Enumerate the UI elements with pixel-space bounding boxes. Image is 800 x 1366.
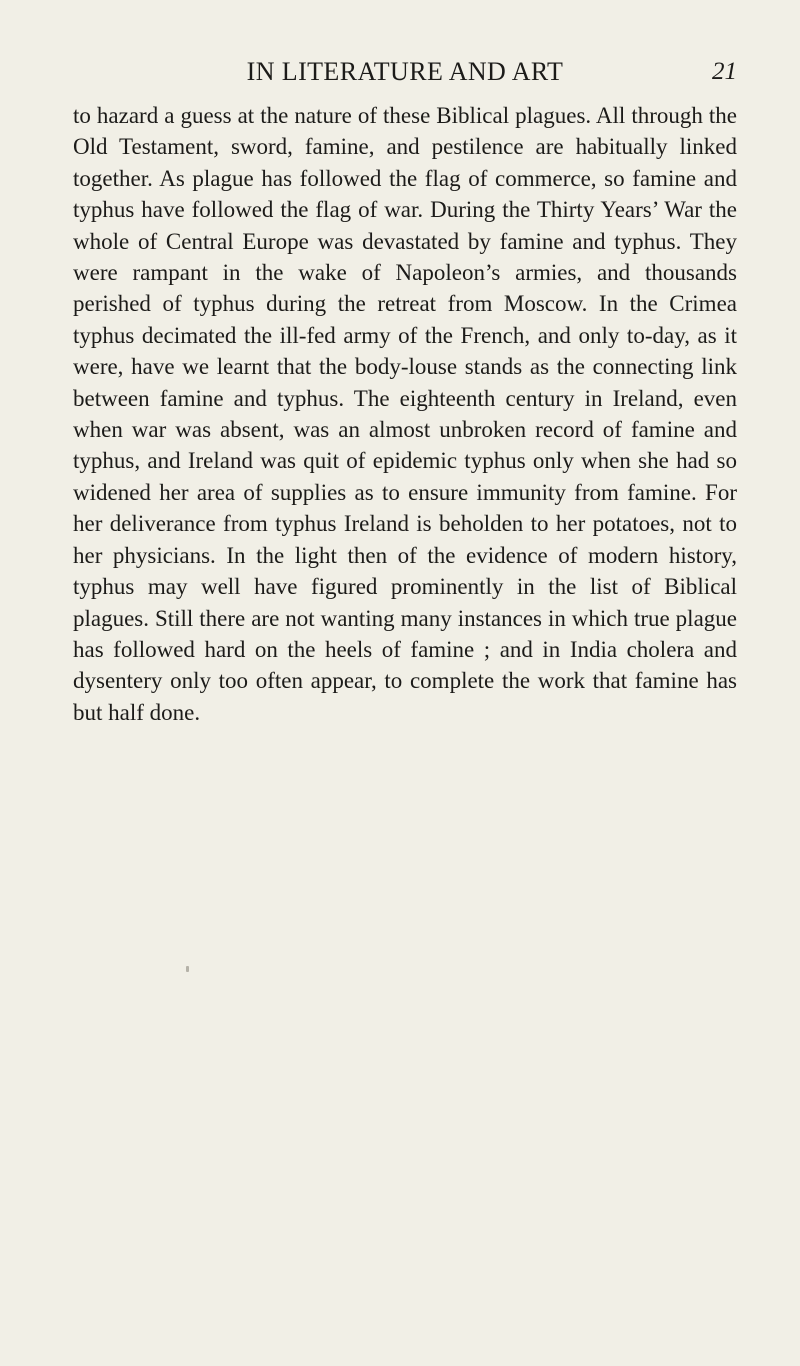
paper-speck [186, 966, 189, 972]
body-paragraph: to hazard a guess at the nature of these Biblical plagues. All through the Old Testament, sword, famine, and pestilence are habitually linked together. As plague has followed the flag of commerce, so famine and typhus have followed the flag of war. During the Thirty Years’ War the whole of Central Europe was devastated by famine and typhus. They were rampant in the wake of Napoleon’s armies, and thousands perished of typhus during the retreat from Moscow. In the Crimea typhus decimated the ill-fed army of the French, and only to-day, as it were, have we learnt that the body-louse stands as the connecting link between famine and typhus. The eighteenth century in Ireland, even when war was absent, was an almost unbroken record of famine and typhus, and Ireland was quit of epidemic typhus only when she had so widened her area of supplies as to ensure immunity from famine. For her deliverance from typhus Ireland is beholden to her potatoes, not to her physicians. In the light then of the evidence of modern history, typhus may well have figured prominently in the list of Biblical plagues. Still there are not wanting many instances in which true plague has followed hard on the heels of famine ; and in India cholera and dysentery only too often appear, to complete the work that famine has but half done. [73, 103, 737, 725]
running-title: IN LITERATURE AND ART [246, 57, 564, 86]
running-head [73, 54, 737, 90]
page-number: 21 [712, 58, 737, 85]
